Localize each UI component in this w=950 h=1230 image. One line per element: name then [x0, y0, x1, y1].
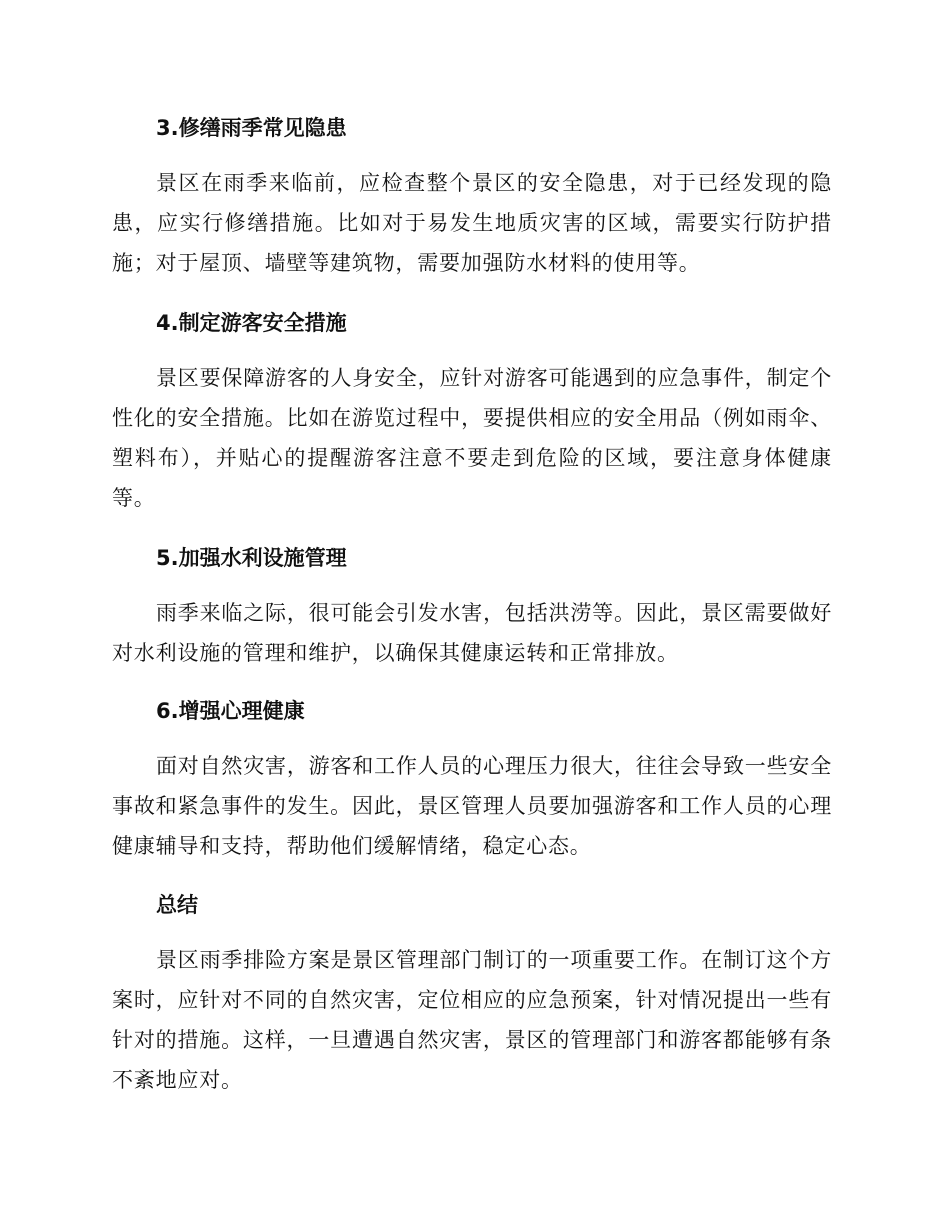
- section-mental-health: [112, 696, 832, 866]
- section-heading: 总结: [156, 893, 198, 917]
- section-heading: 5.加强水利设施管理: [156, 546, 347, 570]
- section-body: 景区在雨季来临前，应检查整个景区的安全隐患，对于已经发现的隐患，应实行修缮措施。比如对于易发生地质灾害的区域，需要实行防护措施；对于屋顶、墙壁等建筑物，需要加强防水材料的使用等。: [112, 171, 832, 275]
- section-heading: 3.修缮雨季常见隐患: [156, 116, 347, 140]
- section-heading: 6.增强心理健康: [156, 699, 305, 723]
- section-body: 景区要保障游客的人身安全，应针对游客可能遇到的应急事件，制定个性化的安全措施。比如在游览过程中，要提供相应的安全用品（例如雨伞、塑料布），并贴心的提醒游客注意不要走到危险的区域，要注意身体健康等。: [112, 366, 832, 510]
- section-body: 景区雨季排险方案是景区管理部门制订的一项重要工作。在制订这个方案时，应针对不同的自然灾害，定位相应的应急预案，针对情况提出一些有针对的措施。这样，一旦遭遇自然灾害，景区的管理部门和游客都能够有条不紊地应对。: [112, 948, 832, 1092]
- section-summary: [112, 890, 832, 1100]
- section-visitor-safety: [112, 308, 832, 518]
- section-body: 雨季来临之际，很可能会引发水害，包括洪涝等。因此，景区需要做好对水利设施的管理和维护，以确保其健康运转和正常排放。: [112, 601, 832, 665]
- section-heading: 4.制定游客安全措施: [156, 311, 347, 335]
- section-body: 面对自然灾害，游客和工作人员的心理压力很大，往往会导致一些安全事故和紧急事件的发生。因此，景区管理人员要加强游客和工作人员的心理健康辅导和支持，帮助他们缓解情绪，稳定心态。: [112, 754, 832, 858]
- section-water-facilities: [112, 543, 832, 673]
- section-repair-hazards: [112, 113, 832, 283]
